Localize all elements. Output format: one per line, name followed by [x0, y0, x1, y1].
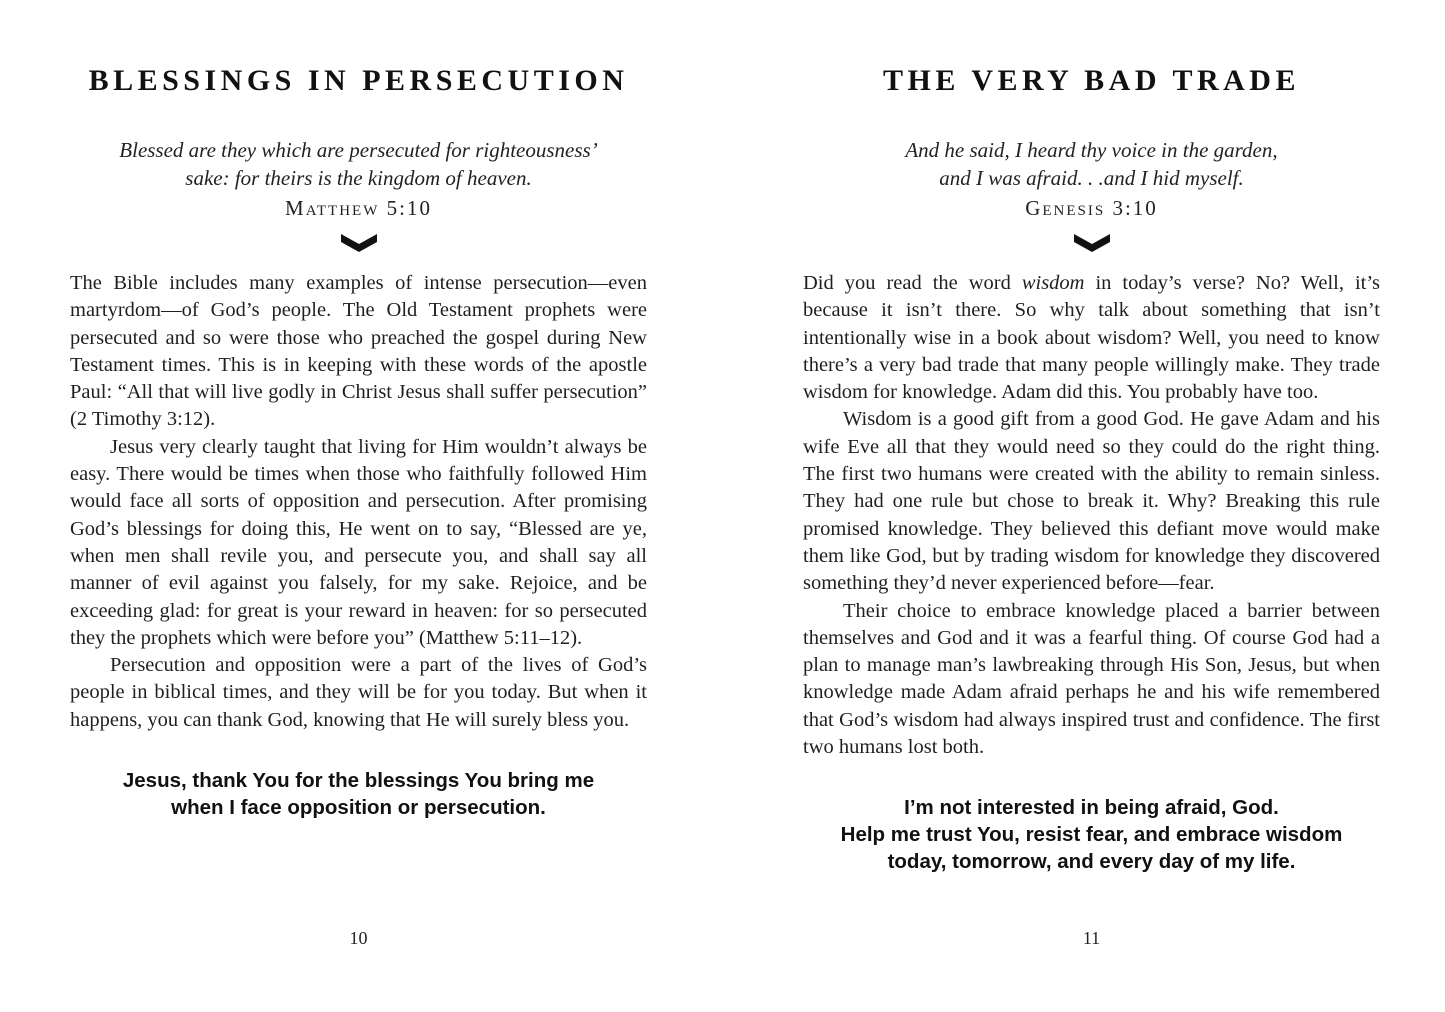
chevron-down-icon: [70, 234, 647, 254]
page-number: 11: [1082, 928, 1101, 948]
page-number: 10: [349, 928, 368, 948]
text-line: Jesus, thank You for the blessings You bring me: [122, 769, 595, 793]
page-left: [70, 0, 647, 1012]
epigraph: [70, 136, 647, 222]
body-text: [803, 270, 1380, 761]
text-line: sake: for theirs is the kingdom of heaven.: [185, 166, 532, 190]
text-line: when I face opposition or persecution.: [171, 796, 546, 820]
scripture-reference: Genesis 3:10: [1025, 196, 1158, 220]
text-line: Blessed are they which are persecuted for righteousness’: [119, 138, 598, 162]
body-paragraph: Wisdom is a good gift from a good God. He gave Adam and his wife Eve all that they would need so they could do the right thing. The first two humans were created with the ability to remain sinless. They had one rule but chose to break it. Why? Breaking this rule promised knowledge. They believed this defiant move would make them like God, but by trading wisdom for knowledge they discovered something they’d never experienced before—fear.: [803, 408, 1380, 595]
page-right: [803, 0, 1380, 1012]
chevron-down-icon: [803, 234, 1380, 254]
prayer: [70, 767, 647, 821]
text-line: And he said, I heard thy voice in the garden,: [905, 138, 1278, 162]
epigraph-lines: [70, 136, 647, 192]
body-paragraph: The Bible includes many examples of intense persecution—even martyrdom—of God’s people. The Old Testament prophets were persecuted and so were those who preached the gospel during New Testament times. This is in keeping with these words of the apostle Paul: “All that will live godly in Christ Jesus shall suffer persecution” (2 Timothy 3:12).: [70, 272, 647, 431]
text-line: Help me trust You, resist fear, and embrace wisdom: [840, 823, 1343, 847]
scripture-reference: Matthew 5:10: [285, 196, 432, 220]
prayer: [803, 794, 1380, 875]
body-paragraph: Did you read the word wisdom in today’s verse? No? Well, it’s because it isn’t there. So why talk about something that isn’t intentionally wise in a book about wisdom? Well, you need to know there’s a very bad trade that many people willingly make. They trade wisdom for knowledge. Adam did this. You probably have too.: [803, 272, 1381, 404]
text-line: today, tomorrow, and every day of my life.: [887, 850, 1296, 874]
chapter-title: BLESSINGS IN PERSECUTION: [88, 64, 629, 97]
epigraph: [803, 136, 1380, 222]
text-line: and I was afraid. . .and I hid myself.: [939, 166, 1244, 190]
text-line: I’m not interested in being afraid, God.: [904, 796, 1279, 820]
epigraph-lines: [803, 136, 1380, 192]
chapter-title: THE VERY BAD TRADE: [883, 64, 1300, 97]
body-text: [70, 270, 647, 734]
body-paragraph: Persecution and opposition were a part of the lives of God’s people in biblical times, and they will be for you today. But when it happens, you can thank God, knowing that He will surely bless you.: [70, 654, 647, 731]
body-paragraph: Jesus very clearly taught that living for Him wouldn’t always be easy. There would be times when those who faithfully followed Him would face all sorts of opposition and persecution. After promising God’s blessings for doing this, He went on to say, “Blessed are ye, when men shall revile you, and persecute you, and shall say all manner of evil against you falsely, for my sake. Rejoice, and be exceeding glad: for great is your reward in heaven: for so persecuted they the prophets which were before you” (Matthew 5:11–12).: [70, 435, 647, 649]
body-paragraph: Their choice to embrace knowledge placed a barrier between themselves and God and it was a fearful thing. Of course God had a plan to manage man’s lawbreaking through His Son, Jesus, but when knowledge made Adam afraid perhaps he and his wife remembered that God’s wisdom had always inspired trust and confidence. The first two humans lost both.: [803, 599, 1380, 759]
